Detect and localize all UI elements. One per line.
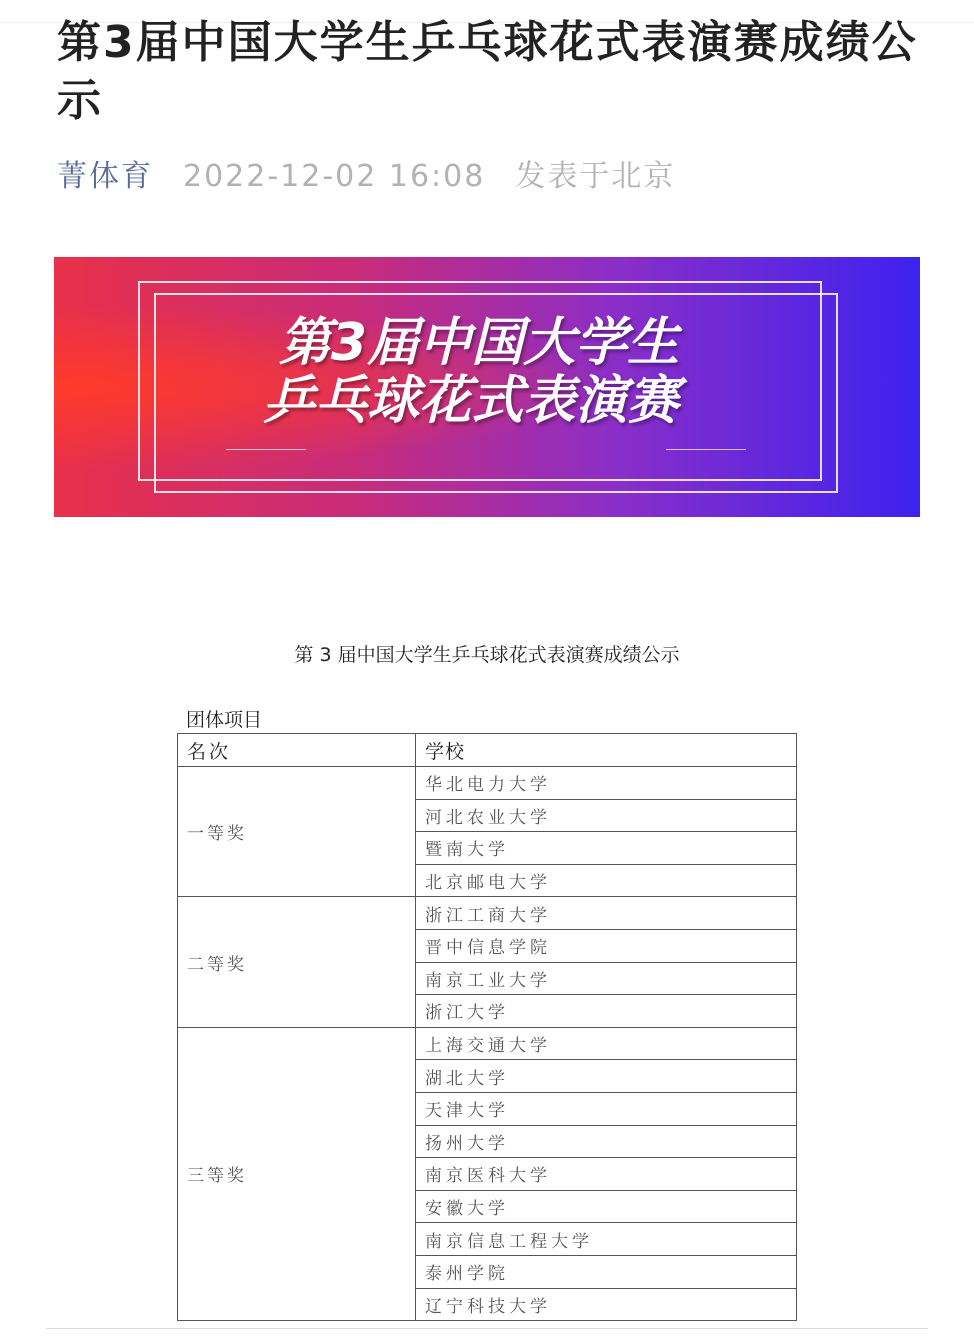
table-row	[178, 1027, 797, 1060]
account-name-link[interactable]: 菁体育	[57, 159, 153, 194]
rank-cell: 三等奖	[178, 1027, 416, 1320]
school-cell: 南京工业大学	[416, 962, 797, 995]
bottom-divider	[46, 1328, 928, 1329]
banner-decor-line	[226, 449, 306, 450]
table-header-row	[178, 734, 797, 767]
publish-location: 发表于北京	[515, 159, 676, 194]
rank-cell: 二等奖	[178, 897, 416, 1027]
banner-decor-line	[666, 449, 746, 450]
school-cell: 上海交通大学	[416, 1027, 797, 1060]
school-cell: 南京信息工程大学	[416, 1223, 797, 1256]
school-cell: 河北农业大学	[416, 799, 797, 832]
school-cell: 安徽大学	[416, 1190, 797, 1223]
school-cell: 暨南大学	[416, 832, 797, 865]
school-cell: 晋中信息学院	[416, 929, 797, 962]
school-cell: 浙江大学	[416, 995, 797, 1028]
banner-title-line2: 乒乓球花式表演赛	[262, 371, 679, 431]
publish-time: 2022-12-02 16:08	[183, 159, 486, 194]
school-cell: 天津大学	[416, 1092, 797, 1125]
table-row	[178, 767, 797, 800]
school-cell: 华北电力大学	[416, 767, 797, 800]
header-school: 学校	[416, 734, 797, 767]
banner-title-line1: 第3届中国大学生	[278, 313, 680, 373]
results-table	[177, 733, 797, 1321]
school-cell: 泰州学院	[416, 1255, 797, 1288]
school-cell: 北京邮电大学	[416, 864, 797, 897]
table-row	[178, 897, 797, 930]
school-cell: 浙江工商大学	[416, 897, 797, 930]
school-cell: 南京医科大学	[416, 1158, 797, 1191]
document-title: 第 3 届中国大学生乒乓球花式表演赛成绩公示	[294, 644, 680, 666]
school-cell: 扬州大学	[416, 1125, 797, 1158]
article-title: 第3届中国大学生乒乓球花式表演赛成绩公示	[57, 17, 918, 126]
header-rank: 名次	[178, 734, 416, 767]
school-cell: 湖北大学	[416, 1060, 797, 1093]
section-label: 团体项目	[186, 709, 263, 731]
rank-cell: 一等奖	[178, 767, 416, 897]
school-cell: 辽宁科技大学	[416, 1288, 797, 1321]
banner-image	[54, 257, 920, 517]
article-meta	[57, 157, 675, 197]
